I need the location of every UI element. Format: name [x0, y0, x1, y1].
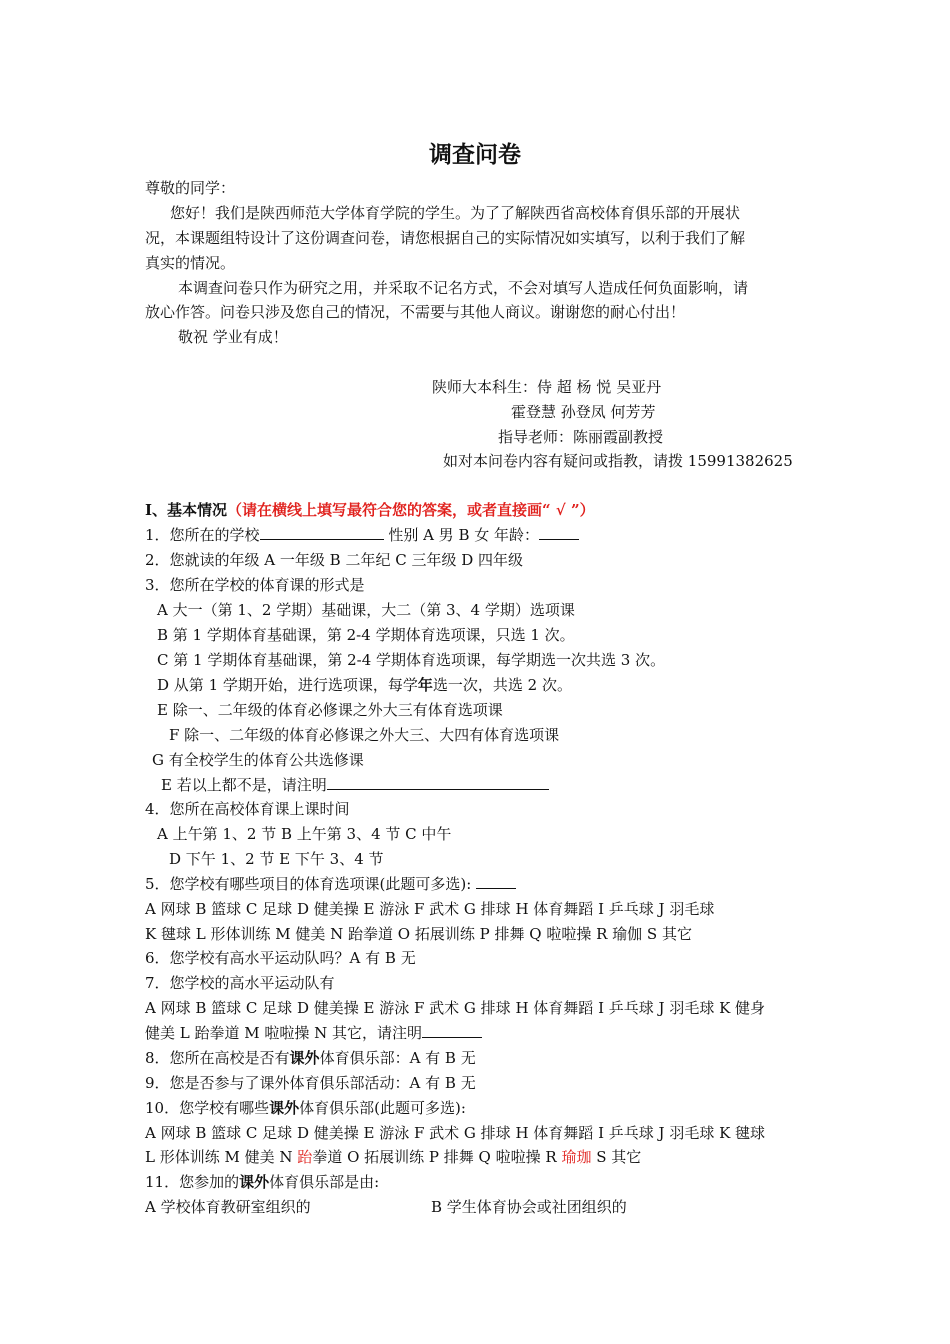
q3-option-g: G 有全校学生的体育公共选修课: [152, 751, 364, 769]
q10-row2-red2: 瑜珈: [561, 1148, 592, 1166]
q10-options-row2: [145, 1147, 641, 1167]
intro-para2-line2: 放心作答。问卷只涉及您自己的情况，不需要与其他人商议。谢谢您的耐心付出！: [145, 303, 686, 321]
question-11-stem: [145, 1172, 379, 1192]
school-blank[interactable]: [260, 525, 384, 540]
q8-text2: 体育俱乐部：A 有 B 无: [319, 1049, 476, 1067]
q11-bold: 课外: [239, 1173, 270, 1191]
q3-option-e: E 除一、二年级的体育必修课之外大三有体育选项课: [157, 701, 503, 719]
authors-line2: 霍登慧 孙登凤 何芳芳: [511, 403, 656, 421]
q10-bold: 课外: [269, 1099, 300, 1117]
age-blank[interactable]: [539, 525, 579, 540]
q3-option-d-text1: D 从第 1 学期开始，进行选项课，每学: [157, 676, 418, 694]
q4-options-row1: A 上午第 1、2 节 B 上午第 3、4 节 C 中午: [157, 825, 452, 843]
q5-stem-text: 5．您学校有哪些项目的体育选项课(此题可多选):: [145, 875, 477, 893]
q11-option-b: B 学生体育协会或社团组织的: [431, 1198, 627, 1216]
question-6: 6．您学校有高水平运动队吗？A 有 B 无: [145, 949, 416, 967]
q3-option-other: [161, 775, 549, 795]
q3-option-d-text2: 选一次，共选 2 次。: [432, 676, 572, 694]
question-3-stem: 3．您所在学校的体育课的形式是: [145, 576, 365, 594]
question-9: 9．您是否参与了课外体育俱乐部活动：A 有 B 无: [145, 1074, 476, 1092]
q7-options-row2: [145, 1023, 482, 1043]
q3-option-f: F 除一、二年级的体育必修课之外大三、大四有体育选项课: [169, 726, 560, 744]
q10-row2-red1: 跆: [297, 1148, 313, 1166]
q8-bold: 课外: [289, 1049, 320, 1067]
intro-para1-line3: 真实的情况。: [145, 254, 236, 272]
q5-answer-blank[interactable]: [476, 874, 516, 889]
q10-options-row1: A 网球 B 篮球 C 足球 D 健美操 E 游泳 F 武术 G 排球 H 体育舞蹈 I 乒乓球 J 羽毛球 K 毽球: [145, 1124, 766, 1142]
q7-options-row1: A 网球 B 篮球 C 足球 D 健美操 E 游泳 F 武术 G 排球 H 体育舞蹈 I 乒乓球 J 羽毛球 K 健身: [145, 999, 766, 1017]
q3-option-a: A 大一（第 1、2 学期）基础课，大二（第 3、4 学期）选项课: [157, 601, 575, 619]
q7-other-blank[interactable]: [422, 1023, 482, 1038]
q10-row2-text1: L 形体训练 M 健美 N: [145, 1148, 298, 1166]
question-7-stem: 7．您学校的高水平运动队有: [145, 974, 335, 992]
advisor-line: 指导老师：陈丽霞副教授: [498, 428, 664, 446]
q1-school-label: 1．您所在的学校: [145, 526, 260, 544]
question-2: 2．您就读的年级 A 一年级 B 二年纪 C 三年级 D 四年级: [145, 551, 524, 569]
greeting: 尊敬的同学：: [145, 179, 236, 197]
section-heading: [145, 500, 595, 520]
q11-text2: 体育俱乐部是由:: [269, 1173, 380, 1191]
section-title: Ⅰ、基本情况: [145, 501, 228, 519]
q4-options-row2: D 下午 1、2 节 E 下午 3、4 节: [169, 850, 384, 868]
q10-text2: 体育俱乐部(此题可多选):: [299, 1099, 466, 1117]
q10-row2-text2: 拳道 O 拓展训练 P 排舞 Q 啦啦操 R: [312, 1148, 562, 1166]
q11-text1: 11．您参加的: [145, 1173, 240, 1191]
q10-text1: 10．您学校有哪些: [145, 1099, 270, 1117]
question-8: [145, 1048, 476, 1068]
section-instruction: （请在横线上填写最符合您的答案，或者直接画“ √ ”）: [227, 501, 595, 519]
question-10-stem: [145, 1098, 466, 1118]
q3-option-d-bold: 年: [417, 676, 433, 694]
q3-other-blank[interactable]: [327, 775, 549, 790]
q3-option-b: B 第 1 学期体育基础课，第 2-4 学期体育选项课，只选 1 次。: [157, 626, 575, 644]
q5-options-row2: K 毽球 L 形体训练 M 健美 N 跆拳道 O 拓展训练 P 排舞 Q 啦啦操 R 瑜伽 S 其它: [145, 925, 692, 943]
intro-para1-line1: 您好！我们是陕西师范大学体育学院的学生。为了了解陕西省高校体育俱乐部的开展状: [170, 204, 741, 222]
q3-option-c: C 第 1 学期体育基础课，第 2-4 学期体育选项课，每学期选一次共选 3 次。: [157, 651, 666, 669]
q8-text1: 8．您所在高校是否有: [145, 1049, 290, 1067]
q11-option-a: A 学校体育教研室组织的: [145, 1198, 311, 1216]
q3-other-label: E 若以上都不是，请注明: [161, 776, 327, 794]
wish-line: 敬祝 学业有成！: [178, 328, 288, 346]
q5-options-row1: A 网球 B 篮球 C 足球 D 健美操 E 游泳 F 武术 G 排球 H 体育舞蹈 I 乒乓球 J 羽毛球: [145, 900, 715, 918]
page-title: 调查问卷: [429, 142, 521, 168]
authors-line1: 陕师大本科生：侍 超 杨 悦 吴亚丹: [432, 378, 662, 396]
q7-options-row2-text: 健美 L 跆拳道 M 啦啦操 N 其它，请注明: [145, 1024, 423, 1042]
question-4-stem: 4．您所在高校体育课上课时间: [145, 800, 350, 818]
intro-para2-line1: 本调查问卷只作为研究之用，并采取不记名方式，不会对填写人造成任何负面影响，请: [178, 279, 749, 297]
question-5-stem: [145, 874, 516, 894]
q3-option-d: [157, 675, 572, 695]
intro-para1-line2: 况，本课题组特设计了这份调查问卷，请您根据自己的实际情况如实填写，以利于我们了解: [145, 229, 746, 247]
q10-row2-text3: S 其它: [591, 1148, 642, 1166]
q1-gender-age-label: 性别 A 男 B 女 年龄：: [383, 526, 540, 544]
question-1: [145, 525, 579, 545]
contact-line: 如对本问卷内容有疑问或指教，请拨 15991382625: [443, 452, 793, 470]
